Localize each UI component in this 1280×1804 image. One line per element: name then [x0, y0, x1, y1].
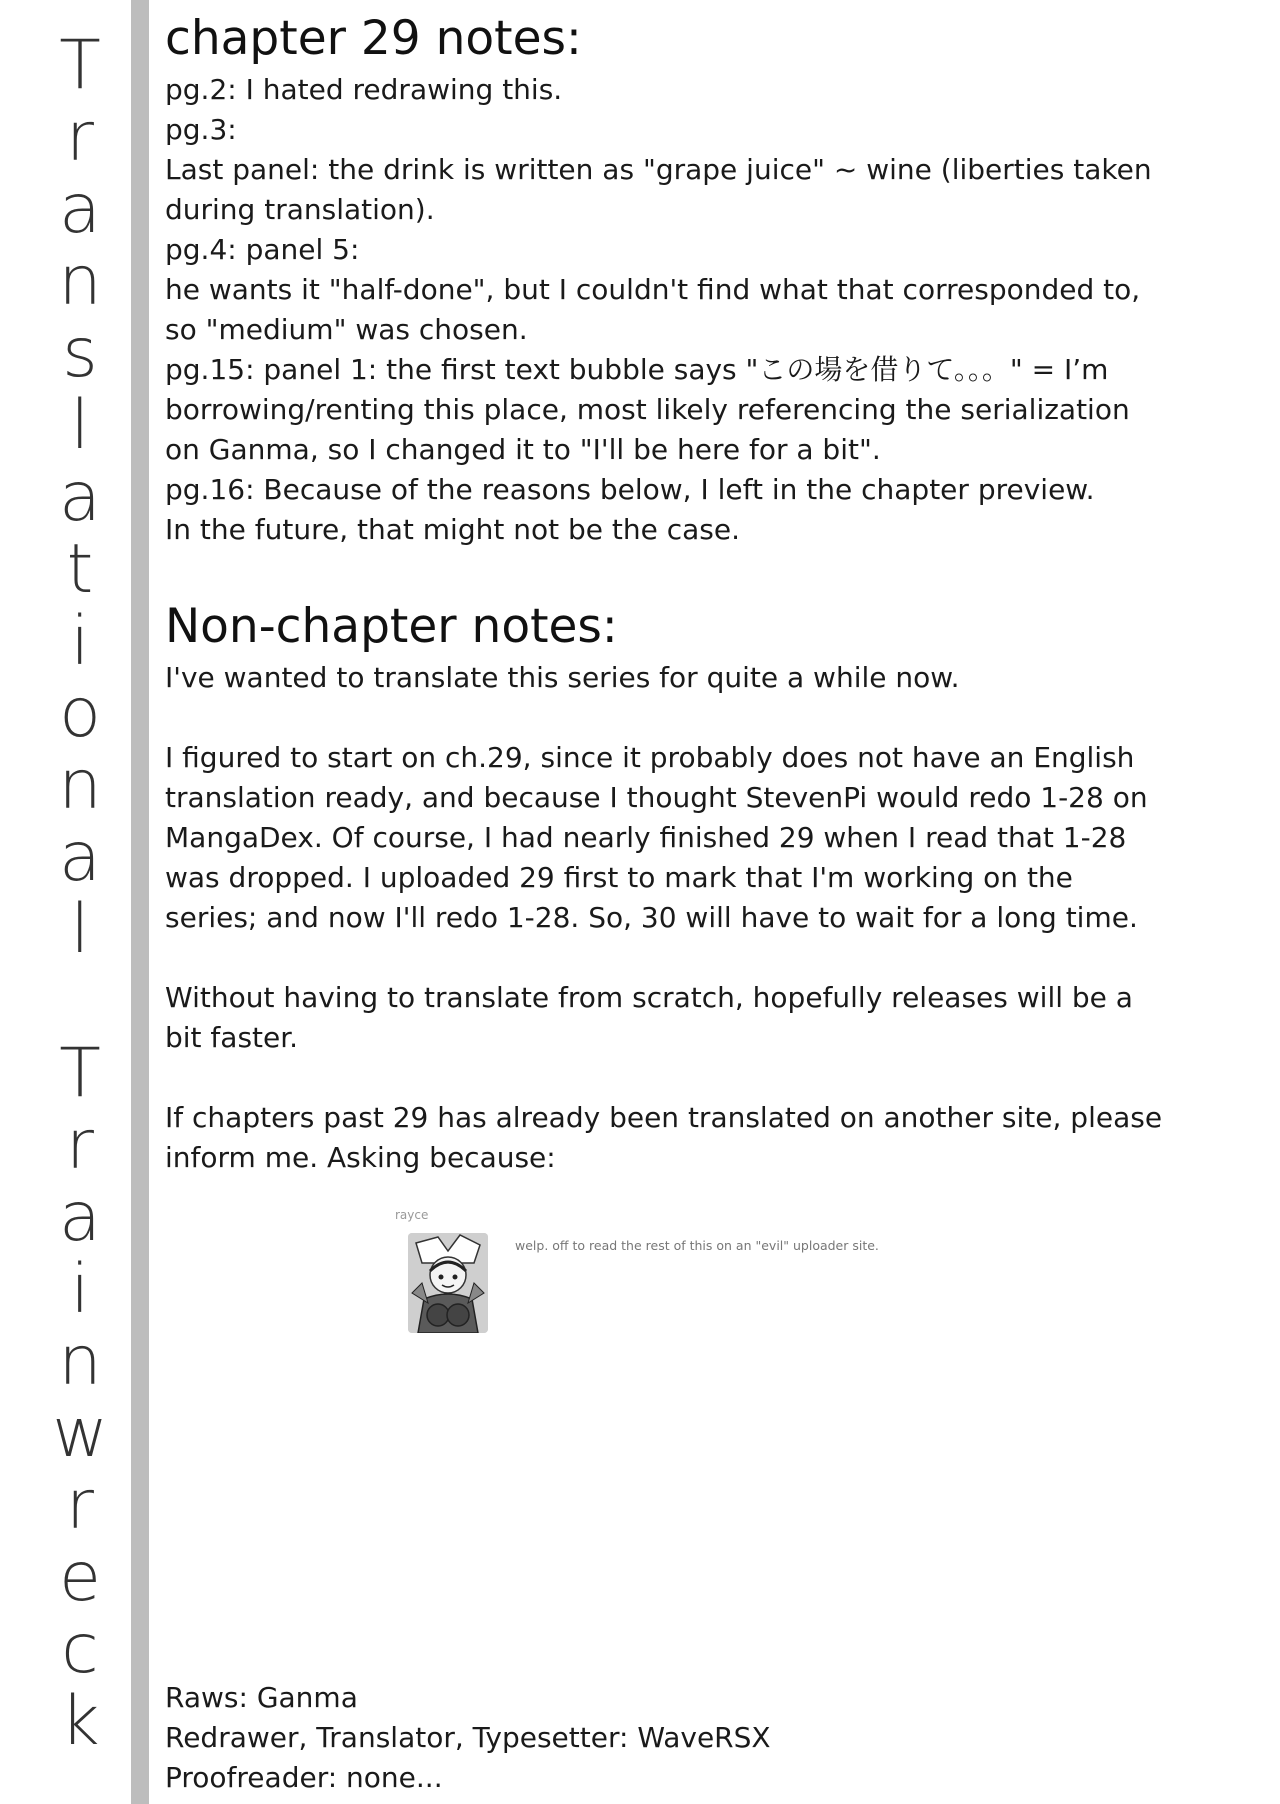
side-title-letter: T: [59, 1034, 101, 1113]
non-chapter-paragraph-3: [165, 978, 1255, 1058]
chapter-note-line: pg.16: Because of the reasons below, I left in the chapter preview.: [165, 473, 1095, 506]
chapter-note-line: In the future, that might not be the case.: [165, 513, 740, 546]
chapter-note-line: he wants it "half-done", but I couldn't find what that corresponded to,: [165, 273, 1141, 306]
paragraph-line: bit faster.: [165, 1021, 299, 1054]
side-title-letter: T: [59, 26, 101, 105]
side-title-letter: a: [59, 818, 101, 897]
side-title-letter: e: [59, 1538, 101, 1617]
paragraph-line: If chapters past 29 has already been translated on another site, please: [165, 1101, 1163, 1134]
paragraph-line: Without having to translate from scratch, hopefully releases will be a: [165, 981, 1133, 1014]
comment-screenshot: [395, 1208, 915, 1338]
paragraph-line: inform me. Asking because:: [165, 1141, 556, 1174]
chapter-note-line: so "medium" was chosen.: [165, 313, 528, 346]
side-title-letter: a: [59, 170, 101, 249]
side-title-letter: i: [70, 602, 90, 681]
paragraph-line: was dropped. I uploaded 29 first to mark that I'm working on the: [165, 861, 1073, 894]
manga-character-avatar-icon: [408, 1233, 488, 1333]
side-title-letter: w: [52, 1394, 108, 1473]
side-title-letter: i: [70, 1250, 90, 1329]
chapter-note-line: pg.2: I hated redrawing this.: [165, 73, 563, 106]
credits-proofreader: Proofreader: none...: [165, 1761, 443, 1794]
side-title-letter: s: [62, 314, 98, 393]
chapter-note-line: pg.3:: [165, 113, 237, 146]
paragraph-line: I figured to start on ch.29, since it probably does not have an English: [165, 741, 1135, 774]
vertical-side-title: [40, 26, 120, 1761]
side-title-letter: k: [60, 1682, 100, 1761]
side-title-letter: r: [66, 1106, 94, 1185]
chapter-note-line: during translation).: [165, 193, 435, 226]
comment-text: welp. off to read the rest of this on an "evil" uploader site.: [515, 1238, 879, 1253]
credits-raws: Raws: Ganma: [165, 1681, 358, 1714]
chapter-notes-heading: chapter 29 notes:: [165, 11, 582, 66]
chapter-note-line: on Ganma, so I changed it to "I'll be here for a bit".: [165, 433, 881, 466]
side-title-letter: l: [70, 890, 90, 969]
non-chapter-paragraph-2: [165, 738, 1255, 938]
comment-username: rayce: [395, 1208, 429, 1222]
side-title-letter: c: [61, 1610, 99, 1689]
side-title-letter: n: [58, 746, 102, 825]
side-title-letter: n: [58, 1322, 102, 1401]
chapter-note-line: pg.4: panel 5:: [165, 233, 360, 266]
chapter-note-line: pg.15: panel 1: the first text bubble says "この場を借りて。。。" = I’m: [165, 353, 1109, 386]
chapter-note-line: borrowing/renting this place, most likely referencing the serialization: [165, 393, 1130, 426]
side-title-letter: r: [66, 1466, 94, 1545]
paragraph-line: translation ready, and because I thought StevenPi would redo 1-28 on: [165, 781, 1148, 814]
notes-content: [165, 8, 1255, 1178]
side-title-letter: t: [66, 530, 94, 609]
side-title-letter: a: [59, 1178, 101, 1257]
vertical-divider-bar: [131, 0, 149, 1804]
side-title-letter: a: [59, 458, 101, 537]
side-title-letter: l: [70, 386, 90, 465]
side-title-letter: o: [59, 674, 101, 753]
credits-staff: Redrawer, Translator, Typesetter: WaveRSX: [165, 1721, 771, 1754]
chapter-notes-list: [165, 70, 1255, 550]
non-chapter-paragraph-4: [165, 1098, 1255, 1178]
side-title-letter: n: [58, 242, 102, 321]
non-chapter-intro: I've wanted to translate this series for quite a while now.: [165, 661, 960, 694]
side-title-letter: r: [66, 98, 94, 177]
paragraph-line: series; and now I'll redo 1-28. So, 30 will have to wait for a long time.: [165, 901, 1138, 934]
chapter-note-line: Last panel: the drink is written as "grape juice" ~ wine (liberties taken: [165, 153, 1152, 186]
paragraph-line: MangaDex. Of course, I had nearly finished 29 when I read that 1-28: [165, 821, 1127, 854]
non-chapter-notes-heading: Non-chapter notes:: [165, 599, 618, 654]
avatar-illustration: [408, 1233, 488, 1333]
credits: [165, 1678, 771, 1798]
